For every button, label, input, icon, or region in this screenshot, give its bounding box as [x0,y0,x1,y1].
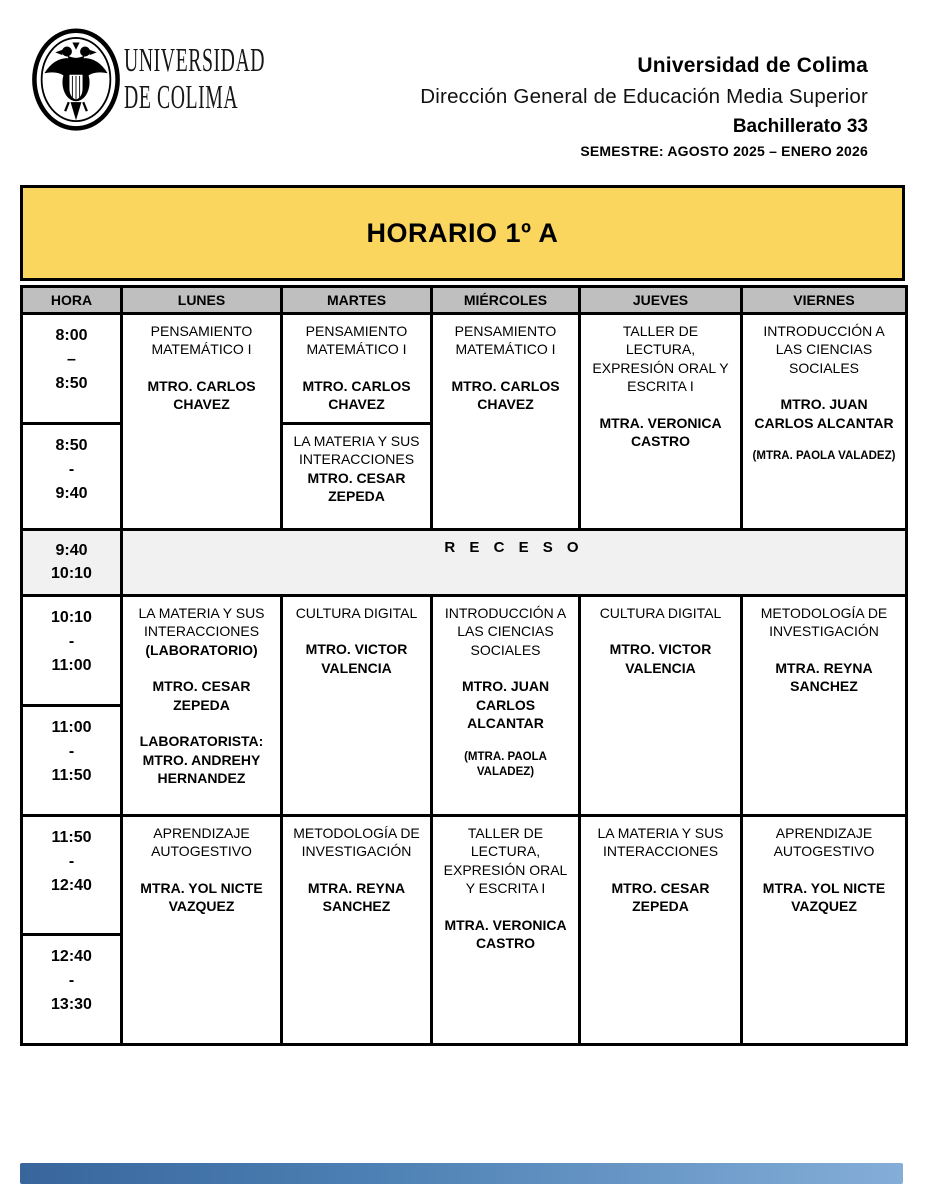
header-school-name: Bachillerato 33 [732,115,868,137]
class-subject: LA MATERIA Y SUS INTERACCIONES [293,433,420,468]
class-teacher: MTRA. VERONICA CASTRO [444,916,567,952]
class-teacher: MTRO. CARLOS CHAVEZ [147,377,256,413]
row-receso [22,530,907,596]
class-cell-miercoles-block3 [432,816,580,1045]
class-teacher: MTRO. VICTOR VALENCIA [609,641,712,676]
class-lab-note: (LABORATORIO) [145,641,258,658]
class-subject: INTRODUCCIÓN A LAS CIENCIAS SOCIALES [763,323,885,376]
time-end: 11:50 [51,767,92,784]
class-teacher: MTRO. JUAN CARLOS ALCANTAR [461,678,550,732]
row-1010-1100 [22,596,907,706]
class-teacher: MTRA. YOL NICTE VAZQUEZ [762,879,886,915]
class-cell-jueves-block2 [580,596,742,816]
class-cell-viernes-block2 [742,596,907,816]
class-subject: CULTURA DIGITAL [599,605,722,621]
class-subject: CULTURA DIGITAL [295,605,418,621]
class-cell-viernes-block3 [742,816,907,1045]
class-subject: METODOLOGÍA DE INVESTIGACIÓN [293,825,420,860]
time-cell-1150-1240 [22,816,122,935]
class-cell-martes-block3 [282,816,432,1045]
time-start: 11:50 [51,829,92,846]
class-subject: INTRODUCCIÓN A LAS CIENCIAS SOCIALES [444,605,567,658]
logo-wordmark-line1: UNIVERSIDAD [124,42,266,80]
logo-wordmark-line2: DE COLIMA [124,79,239,116]
time-end: 13:30 [51,996,92,1013]
class-cell-martes-block2 [282,596,432,816]
class-cell-martes-850 [282,424,432,530]
col-header-martes: MARTES [282,287,432,314]
time-dash: - [68,972,75,989]
time-start: 12:40 [51,948,92,965]
header-university-name: Universidad de Colima [637,54,868,77]
row-1150-1240 [22,816,907,935]
time-end: 12:40 [51,877,92,894]
time-start: 8:00 [55,327,88,344]
class-teacher: MTRO. CESAR ZEPEDA [152,678,251,713]
time-start: 11:00 [51,719,92,736]
time-dash: - [68,461,75,478]
class-subject: LA MATERIA Y SUS INTERACCIONES [138,605,265,640]
class-cell-lunes-block1 [122,314,282,530]
class-cell-lunes-block3 [122,816,282,1045]
class-lab-role: LABORATORISTA: [139,733,264,750]
class-teacher: MTRA. VERONICA CASTRO [599,414,722,450]
time-cell-1240-1330 [22,935,122,1045]
receso-band: R E C E S O [122,530,907,596]
header-direction-name: Dirección General de Educación Media Superior [420,85,868,109]
class-teacher: MTRA. YOL NICTE VAZQUEZ [140,879,263,915]
row-800-850 [22,314,907,424]
class-cell-viernes-block1 [742,314,907,530]
header-text-block [420,54,868,159]
time-dash: - [68,633,75,650]
class-teacher: MTRO. CARLOS CHAVEZ [451,377,560,413]
class-cell-jueves-block1 [580,314,742,530]
class-subject: METODOLOGÍA DE INVESTIGACIÓN [760,605,888,640]
time-dash: – [67,351,76,368]
schedule-banner [20,185,905,281]
time-cell-850-940 [22,424,122,530]
col-header-lunes: LUNES [122,287,282,314]
schedule-table [20,285,908,1046]
class-cell-martes-800 [282,314,432,424]
day-header-row [22,287,907,314]
class-subject: PENSAMIENTO MATEMÁTICO I [150,323,253,358]
time-end: 9:40 [55,485,88,502]
time-end: 10:10 [51,565,92,583]
time-end: 11:00 [51,657,92,674]
class-substitute-teacher: (MTRA. PAOLA VALADEZ) [464,750,547,778]
university-seal-icon [30,28,122,132]
time-cell-1100-1150 [22,706,122,816]
time-cell-1010-1100 [22,596,122,706]
time-start: 8:50 [55,437,88,454]
time-cell-800-850 [22,314,122,424]
time-dash: - [68,853,75,870]
class-cell-miercoles-block1 [432,314,580,530]
class-subject: PENSAMIENTO MATEMÁTICO I [305,323,408,358]
class-cell-lunes-block2 [122,596,282,816]
class-cell-miercoles-block2 [432,596,580,816]
class-teacher: MTRO. JUAN CARLOS ALCANTAR [754,396,894,431]
time-dash: - [68,743,75,760]
class-cell-jueves-block3 [580,816,742,1045]
class-teacher: MTRO. CARLOS CHAVEZ [302,377,411,413]
logo-wordmark [124,43,265,116]
class-subject: APRENDIZAJE AUTOGESTIVO [773,825,875,860]
header-semester: SEMESTRE: AGOSTO 2025 – ENERO 2026 [580,142,868,159]
class-teacher: MTRO. CESAR ZEPEDA [307,469,406,505]
class-teacher: MTRO. VICTOR VALENCIA [305,641,408,676]
class-teacher: MTRO. CESAR ZEPEDA [611,879,710,915]
class-subject: PENSAMIENTO MATEMÁTICO I [454,323,557,358]
class-subject: LA MATERIA Y SUS INTERACCIONES [597,825,724,860]
document-header [0,0,927,180]
footer-accent-bar [20,1163,903,1184]
class-lab-teacher: MTRO. ANDREHY HERNANDEZ [142,751,261,787]
col-header-miercoles: MIÉRCOLES [432,287,580,314]
time-start: 9:40 [55,542,88,559]
time-start: 10:10 [51,609,92,626]
time-cell-receso [22,530,122,596]
class-substitute-teacher: (MTRA. PAOLA VALADEZ) [752,450,896,463]
class-subject: APRENDIZAJE AUTOGESTIVO [151,825,252,860]
col-header-viernes: VIERNES [742,287,907,314]
class-teacher: MTRA. REYNA SANCHEZ [307,879,406,915]
university-logo [30,28,367,132]
class-subject: TALLER DE LECTURA, EXPRESIÓN ORAL Y ESCRITA I [443,825,568,897]
schedule-title: HORARIO 1º A [366,217,559,248]
time-end: 8:50 [55,375,88,392]
col-header-jueves: JUEVES [580,287,742,314]
class-subject: TALLER DE LECTURA, EXPRESIÓN ORAL Y ESCRITA I [592,323,729,395]
col-header-hora: HORA [22,287,122,314]
class-teacher: MTRA. REYNA SANCHEZ [775,659,873,695]
